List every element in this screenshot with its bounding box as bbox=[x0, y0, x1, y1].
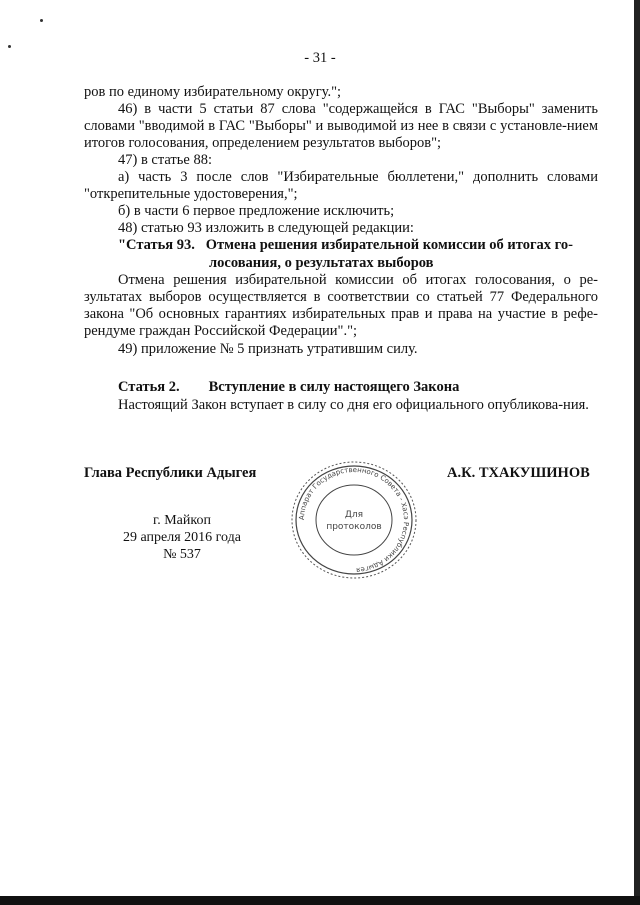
paragraph-item-47a: а) часть 3 после слов "Избирательные бюллетени," дополнить словами "открепительные удостоверения,"; bbox=[84, 169, 598, 202]
paragraph-item-48: 48) статью 93 изложить в следующей редакции: bbox=[118, 220, 414, 236]
article-93-body: Отмена решения избирательной комиссии об итогах голосования, о ре-зультатах выборов осуществляется в соответствии со статьей 77 Федерального закона "Об основных гарантиях избирательных прав и права на участие в рефе-рендуме граждан Российской Федерации"."; bbox=[84, 272, 598, 339]
stamp-outer-ring bbox=[292, 462, 416, 578]
stamp-ring-text: Аппарат Государственного Совета - Хасэ Республики Адыгея bbox=[297, 465, 411, 575]
scan-edge-right bbox=[634, 0, 640, 905]
paragraph-item-47b: б) в части 6 первое предложение исключить; bbox=[118, 203, 395, 219]
scan-edge-bottom bbox=[0, 896, 640, 905]
scan-speck bbox=[8, 45, 11, 48]
stamp-inner-line1: Для bbox=[344, 510, 364, 520]
stamp-inner-line2: протоколов bbox=[326, 522, 382, 532]
signing-place: г. Майкоп bbox=[153, 513, 211, 528]
signing-details bbox=[112, 512, 252, 563]
article-93-heading: "Статья 93. Отмена решения избирательной комиссии об итогах го- bbox=[118, 237, 573, 253]
stamp-inner-ring bbox=[316, 485, 392, 555]
paragraph-item-47: 47) в статье 88: bbox=[118, 152, 212, 168]
paragraph-item-46: 46) в части 5 статьи 87 слова "содержащейся в ГАС "Выборы" заменить словами "вводимой в ГАС "Выборы" и выводимой из нее в связи с установле-нием итогов голосования, определением результатов выборов"; bbox=[84, 101, 598, 151]
law-number: № 537 bbox=[163, 547, 201, 562]
article-2-body: Настоящий Закон вступает в силу со дня его официального опубликова-ния. bbox=[118, 397, 589, 413]
paragraph-item-49: 49) приложение № 5 признать утратившим силу. bbox=[118, 341, 418, 357]
paragraph-continuation: ров по единому избирательному округу."; bbox=[84, 84, 342, 100]
signatory-name: А.К. ТХАКУШИНОВ bbox=[447, 465, 590, 481]
article-93-heading-cont: лосования, о результатах выборов bbox=[209, 255, 434, 271]
page-number: - 31 - bbox=[304, 50, 336, 66]
signing-date: 29 апреля 2016 года bbox=[123, 530, 241, 545]
stamp-ring bbox=[296, 466, 412, 574]
official-stamp bbox=[286, 460, 422, 580]
signatory-title: Глава Республики Адыгея bbox=[84, 465, 257, 481]
article-2-heading: Статья 2. Вступление в силу настоящего Закона bbox=[118, 379, 460, 395]
scan-speck bbox=[40, 19, 43, 22]
